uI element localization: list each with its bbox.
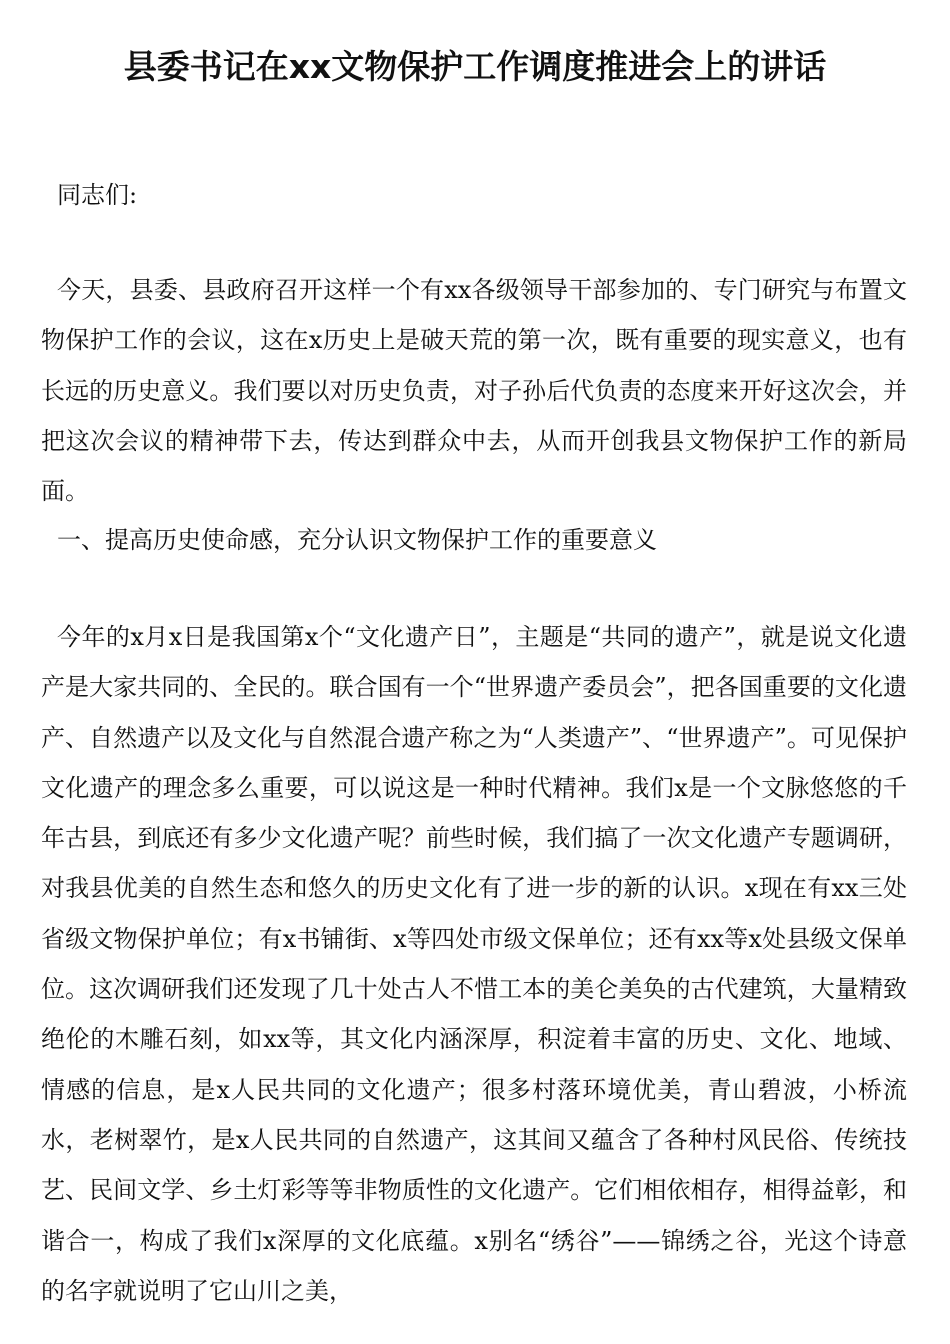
paragraph-opening: 今天，县委、县政府召开这样一个有xx各级领导干部参加的、专门研究与布置文物保护工作的会议，这在x历史上是破天荒的第一次，既有重要的现实意义，也有长远的历史意义。我们要以对历史负责，对子孙后代负责的态度来开好这次会，并把这次会议的精神带下去，传达到群众中去，从而开创我县文物保护工作的新局面。 <box>41 276 907 506</box>
salutation: 同志们: <box>57 181 138 209</box>
document-title: 县委书记在xx文物保护工作调度推进会上的讲话 <box>123 47 827 86</box>
paragraph-cultural-heritage: 今年的x月x日是我国第x个“文化遗产日”，主题是“共同的遗产”，就是说文化遗产是大家共同的、全民的。联合国有一个“世界遗产委员会”，把各国重要的文化遗产、自然遗产以及文化与自然混合遗产称之为“人类遗产”、“世界遗产”。可见保护文化遗产的理念多么重要，可以说这是一种时代精神。我们x是一个文脉悠悠的千年古县，到底还有多少文化遗产呢？前些时候，我们搞了一次文化遗产专题调研，对我县优美的自然生态和悠久的历史文化有了进一步的新的认识。x现在有xx三处省级文物保护单位；有x书铺街、x等四处市级文保单位；还有xx等x处县级文保单位。这次调研我们还发现了几十处古人不惜工本的美仑美奂的古代建筑，大量精致绝伦的木雕石刻，如xx等，其文化内涵深厚，积淀着丰富的历史、文化、地域、情感的信息，是x人民共同的文化遗产；很多村落环境优美，青山碧波，小桥流水，老树翠竹，是x人民共同的自然遗产，这其间又蕴含了各种村风民俗、传统技艺、民间文学、乡土灯彩等等非物质性的文化遗产。它们相依相存，相得益彰，和谐合一，构成了我们x深厚的文化底蕴。x别名“绣谷”——锦绣之谷，光这个诗意的名字就说明了它山川之美， <box>41 623 907 1305</box>
section-heading-1: 一、提高历史使命感，充分认识文物保护工作的重要意义 <box>57 526 657 554</box>
